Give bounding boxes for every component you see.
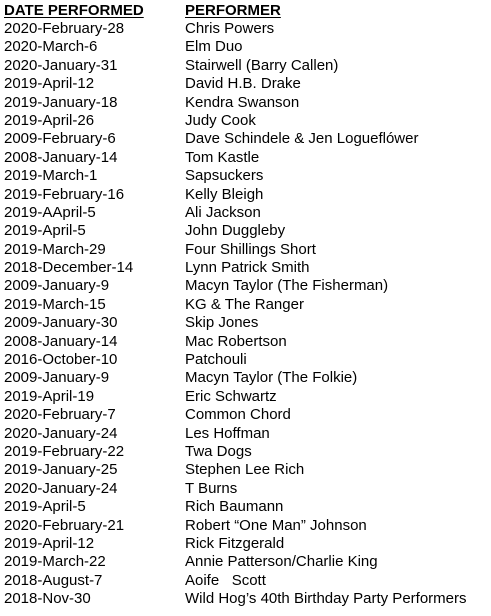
performer-cell: David H.B. Drake: [185, 75, 301, 93]
table-row: [4, 443, 491, 461]
date-cell: 2018-December-14: [4, 259, 134, 277]
date-cell: 2018-August-7: [4, 571, 103, 589]
date-column-header: DATE PERFORMED: [4, 2, 144, 19]
date-cell: 2020-February-28: [4, 20, 125, 37]
performer-cell: Robert “One Man” Johnson: [185, 516, 367, 534]
performer-cell: Tom Kastle: [185, 148, 260, 166]
table-row: [4, 130, 491, 148]
performer-cell: Sapsuckers: [185, 167, 264, 185]
date-cell: 2019-April-5: [4, 222, 86, 240]
date-cell: 2019-April-19: [4, 387, 95, 405]
table-row: [4, 351, 491, 369]
performer-cell: Dave Schindele & Jen Logueflówer: [185, 130, 419, 148]
table-row: [4, 369, 491, 387]
performer-cell: Mac Robertson: [185, 332, 287, 350]
table-row: [4, 553, 491, 571]
date-cell: 2019-January-25: [4, 461, 118, 479]
date-cell: 2009-January-9: [4, 277, 110, 295]
date-cell: 2019-February-16: [4, 185, 125, 203]
table-row: [4, 572, 491, 590]
table-row: [4, 186, 491, 204]
table-row: [4, 388, 491, 406]
table-row: [4, 314, 491, 332]
table-row: [4, 167, 491, 185]
performer-cell: John Duggleby: [185, 222, 286, 240]
table-header-row: [4, 1, 491, 20]
date-cell: 2019-January-18: [4, 93, 118, 111]
performer-cell: Rick Fitzgerald: [185, 534, 285, 552]
performer-column-header: PERFORMER: [185, 2, 281, 19]
table-row: [4, 222, 491, 240]
date-cell: 2020-January-24: [4, 479, 118, 497]
table-row: [4, 259, 491, 277]
performer-table: [4, 1, 491, 609]
performer-cell: Patchouli: [185, 351, 247, 369]
table-body: [4, 20, 491, 609]
performer-cell: Stephen Lee Rich: [185, 461, 305, 479]
table-row: [4, 94, 491, 112]
date-cell: 2019-February-22: [4, 442, 125, 460]
date-cell: 2020-February-21: [4, 516, 125, 534]
table-row: [4, 149, 491, 167]
table-row: [4, 241, 491, 259]
table-row: [4, 20, 491, 38]
date-cell: 2019-April-12: [4, 534, 95, 552]
table-row: [4, 112, 491, 130]
performer-cell: T Burns: [185, 479, 238, 497]
performer-cell: Annie Patterson/Charlie King: [185, 553, 378, 571]
date-cell: 2019-April-12: [4, 75, 95, 93]
performer-cell: Elm Duo: [185, 38, 243, 56]
performer-cell: Ali Jackson: [185, 203, 261, 221]
performer-cell: Judy Cook: [185, 111, 256, 129]
performer-cell: Skip Jones: [185, 314, 259, 332]
date-cell: 2019-March-22: [4, 553, 106, 571]
table-row: [4, 498, 491, 516]
performer-cell: Common Chord: [185, 406, 291, 424]
date-cell: 2009-January-30: [4, 314, 118, 332]
performer-cell: Macyn Taylor (The Folkie): [185, 369, 358, 387]
performer-cell: Chris Powers: [185, 20, 275, 37]
table-row: [4, 480, 491, 498]
table-row: [4, 517, 491, 535]
date-cell: 2019-AApril-5: [4, 203, 96, 221]
date-cell: 2019-April-5: [4, 498, 86, 516]
date-cell: 2016-October-10: [4, 351, 118, 369]
performer-cell: Kelly Bleigh: [185, 185, 264, 203]
date-cell: 2009-February-6: [4, 130, 116, 148]
date-cell: 2019-March-1: [4, 167, 98, 185]
date-cell: 2020-March-6: [4, 38, 98, 56]
table-row: [4, 277, 491, 295]
date-cell: 2019-March-15: [4, 295, 106, 313]
date-cell: 2020-January-24: [4, 424, 118, 442]
table-row: [4, 590, 491, 608]
performer-cell: Kendra Swanson: [185, 93, 300, 111]
table-row: [4, 425, 491, 443]
date-cell: 2019-April-26: [4, 111, 95, 129]
table-row: [4, 38, 491, 56]
table-row: [4, 333, 491, 351]
date-cell: 2008-January-14: [4, 148, 118, 166]
table-row: [4, 535, 491, 553]
performer-cell: Lynn Patrick Smith: [185, 259, 310, 277]
performer-cell: Macyn Taylor (The Fisherman): [185, 277, 389, 295]
table-row: [4, 461, 491, 479]
table-row: [4, 204, 491, 222]
date-cell: 2020-February-7: [4, 406, 116, 424]
performer-cell: Rich Baumann: [185, 498, 284, 516]
performer-cell: Stairwell (Barry Callen): [185, 56, 339, 74]
date-cell: 2018-Nov-30: [4, 590, 91, 608]
performer-cell: Aoife Scott: [185, 571, 266, 589]
date-cell: 2020-January-31: [4, 56, 118, 74]
table-row: [4, 57, 491, 75]
performer-cell: Wild Hog’s 40th Birthday Party Performers: [185, 590, 467, 608]
performer-cell: Twa Dogs: [185, 442, 252, 460]
performer-cell: Les Hoffman: [185, 424, 270, 442]
table-row: [4, 296, 491, 314]
date-cell: 2019-March-29: [4, 240, 106, 258]
date-cell: 2008-January-14: [4, 332, 118, 350]
performer-cell: Four Shillings Short: [185, 240, 316, 258]
performer-cell: KG & The Ranger: [185, 295, 304, 313]
table-row: [4, 75, 491, 93]
date-cell: 2009-January-9: [4, 369, 110, 387]
table-row: [4, 406, 491, 424]
performer-cell: Eric Schwartz: [185, 387, 277, 405]
